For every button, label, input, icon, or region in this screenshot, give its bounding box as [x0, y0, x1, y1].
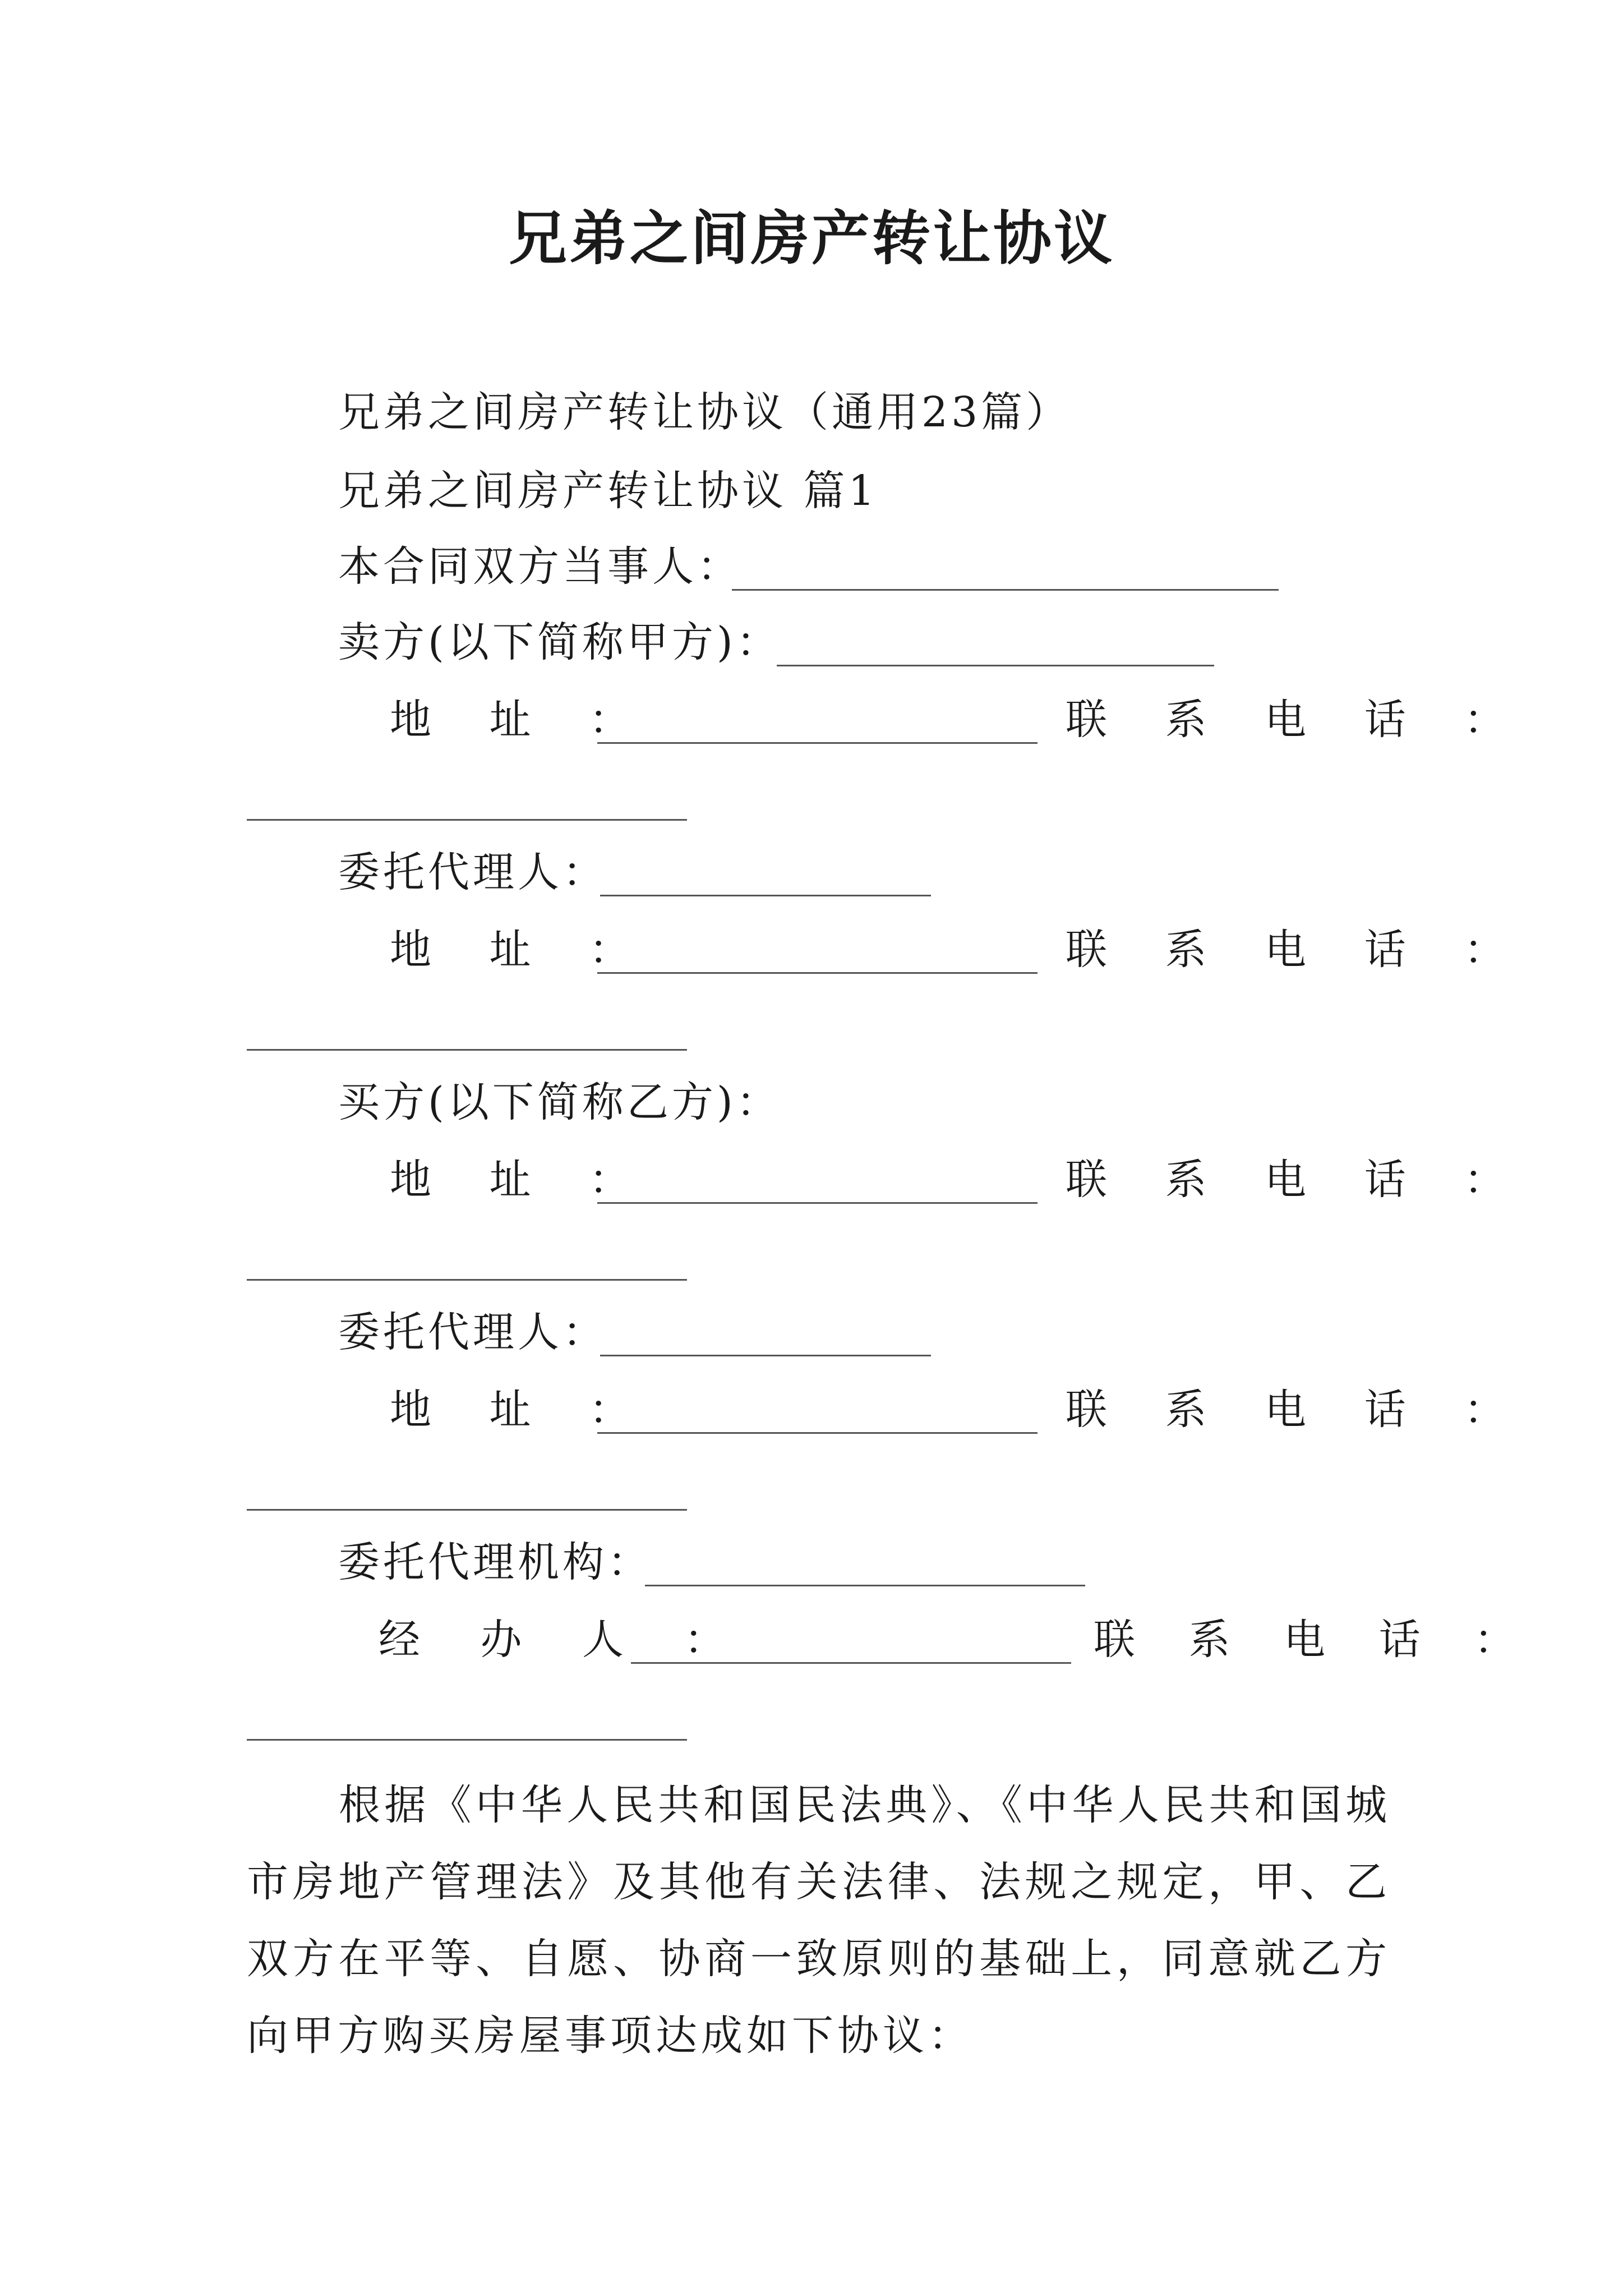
buyer-label: 买方(以下简称乙方)： — [338, 1078, 781, 1126]
intro-paragraph: 根据《中华人民共和国民法典》、《中华人民共和国城市房地产管理法》及其他有关法律、法规之规定，甲、乙双方在平等、自愿、协商一致原则的基础上，同意就乙方向甲方购买房屋事项达成如下协议： — [247, 1781, 1391, 2060]
buyer-address-blank[interactable] — [597, 1202, 1038, 1204]
buyer-phone-blank[interactable] — [247, 1279, 687, 1281]
document-title: 兄弟之间房产转让协议 — [508, 204, 1114, 273]
parties-blank[interactable] — [732, 589, 1279, 591]
seller-phone-label: 联 系 电 话 ： — [1066, 696, 1517, 744]
buyer-address-label: 地 址 ： — [390, 1156, 642, 1204]
buyer-agent-label: 委托代理人： — [338, 1308, 607, 1356]
handler-label: 经 办 人 ： — [379, 1616, 738, 1664]
buyer-phone-label: 联 系 电 话 ： — [1066, 1156, 1517, 1204]
agency-blank[interactable] — [645, 1585, 1085, 1586]
handler-phone-blank[interactable] — [247, 1739, 687, 1741]
seller-agent-address-blank[interactable] — [597, 972, 1038, 974]
seller-phone-blank[interactable] — [247, 819, 687, 821]
seller-address-blank[interactable] — [597, 742, 1038, 744]
seller-agent-phone-blank[interactable] — [247, 1049, 687, 1051]
handler-phone-label: 联 系 电 话 ： — [1094, 1616, 1526, 1664]
section-heading: 兄弟之间房产转让协议 篇1 — [338, 467, 878, 515]
seller-agent-address-label: 地 址 ： — [390, 926, 642, 974]
buyer-agent-blank[interactable] — [600, 1355, 931, 1356]
seller-agent-phone-label: 联 系 电 话 ： — [1066, 926, 1517, 974]
buyer-agent-address-label: 地 址 ： — [390, 1386, 642, 1434]
handler-blank[interactable] — [631, 1662, 1071, 1664]
buyer-agent-phone-label: 联 系 电 话 ： — [1066, 1386, 1517, 1434]
seller-address-label: 地 址 ： — [390, 696, 642, 744]
seller-blank[interactable] — [777, 665, 1214, 666]
document-subtitle: 兄弟之间房产转让协议（通用23篇） — [338, 388, 1071, 436]
seller-label: 卖方(以下简称甲方)： — [338, 618, 781, 666]
parties-label: 本合同双方当事人： — [338, 542, 742, 591]
buyer-agent-address-blank[interactable] — [597, 1432, 1038, 1434]
seller-agent-label: 委托代理人： — [338, 848, 607, 896]
buyer-agent-phone-blank[interactable] — [247, 1509, 687, 1511]
agency-label: 委托代理机构： — [338, 1538, 652, 1586]
seller-agent-blank[interactable] — [600, 895, 931, 896]
